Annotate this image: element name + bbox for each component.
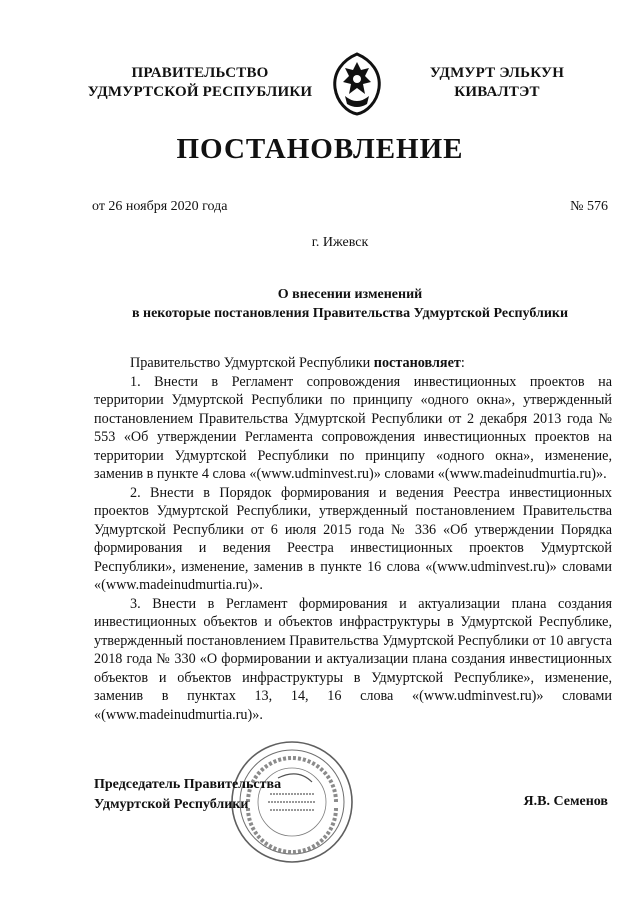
paragraph-1: 1. Внести в Регламент сопровождения инвестиционных проектов на территории Удмуртской Республики по принципу «одного окна», утвержденный постановлением Правительства Удмуртской Республики от 2 декабря 2013 года № 553 «Об утверждении Регламента сопровождения инвестиционных проектов на территории Удмуртской Республики по принципу «одного окна», изменение, заменив в пункте 4 слова «(www.udminvest.ru)» словами «(www.madeinudmurtia.ru)».: [94, 373, 612, 482]
paragraph-2: 2. Внести в Порядок формирования и ведения Реестра инвестиционных проектов Удмуртской Республики, утвержденный постановлением Правительства Удмуртской Республики от 6 июля 2015 года № 336 «Об утверждении Порядка формирования и ведения Реестра инвестиционных проектов Удмуртской Республики», изменение, заменив в пункте 16 слова «(www.udminvest.ru)» словами «(www.madeinudmurtia.ru)».: [94, 484, 612, 593]
signatory-position: [94, 775, 281, 815]
document-city: г. Ижевск: [311, 235, 369, 250]
intro-paragraph: [94, 354, 612, 373]
intro-prefix: Правительство Удмуртской Республики: [130, 355, 374, 371]
gov-left-line2: УДМУРТСКОЙ РЕСПУБЛИКИ: [87, 84, 313, 100]
document-subject: [60, 285, 640, 323]
document-title: ПОСТАНОВЛЕНИЕ: [176, 133, 464, 165]
subject-line1: О внесении изменений: [277, 287, 423, 302]
intro-bold: постановляет: [373, 355, 461, 371]
document-date: от 26 ноября 2020 года: [92, 199, 228, 214]
government-name-russian: [80, 64, 320, 102]
position-line1: Председатель Правительства: [94, 777, 282, 792]
udmurt-emblem-icon: [331, 52, 383, 116]
document-body: [94, 354, 612, 724]
government-name-udmurt: [412, 64, 582, 102]
position-line2: Удмуртской Республики: [94, 797, 249, 812]
intro-suffix: :: [460, 355, 465, 371]
signatory-name: Я.В. Семенов: [523, 794, 608, 809]
gov-left-line1: ПРАВИТЕЛЬСТВО: [131, 65, 269, 81]
subject-line2: в некоторые постановления Правительства Удмуртской Республики: [131, 306, 569, 321]
paragraph-3: 3. Внести в Регламент формирования и актуализации плана создания инвестиционных объектов и объектов инфраструктуры в Удмуртской Республике, утвержденный постановлением Правительства Удмуртской Республики от 10 августа 2018 года № 330 «О формировании и актуализации плана создания инвестиционных объектов и объектов инфраструктуры в Удмуртской Республике», изменение, заменив в пунктах 13, 14, 16 слова «(www.udminvest.ru)» словами «(www.madeinudmurtia.ru)».: [94, 595, 612, 723]
gov-right-line1: УДМУРТ ЭЛЬКУН: [429, 65, 565, 81]
document-number: № 576: [570, 199, 608, 214]
gov-right-line2: КИВАЛТЭТ: [454, 84, 540, 100]
